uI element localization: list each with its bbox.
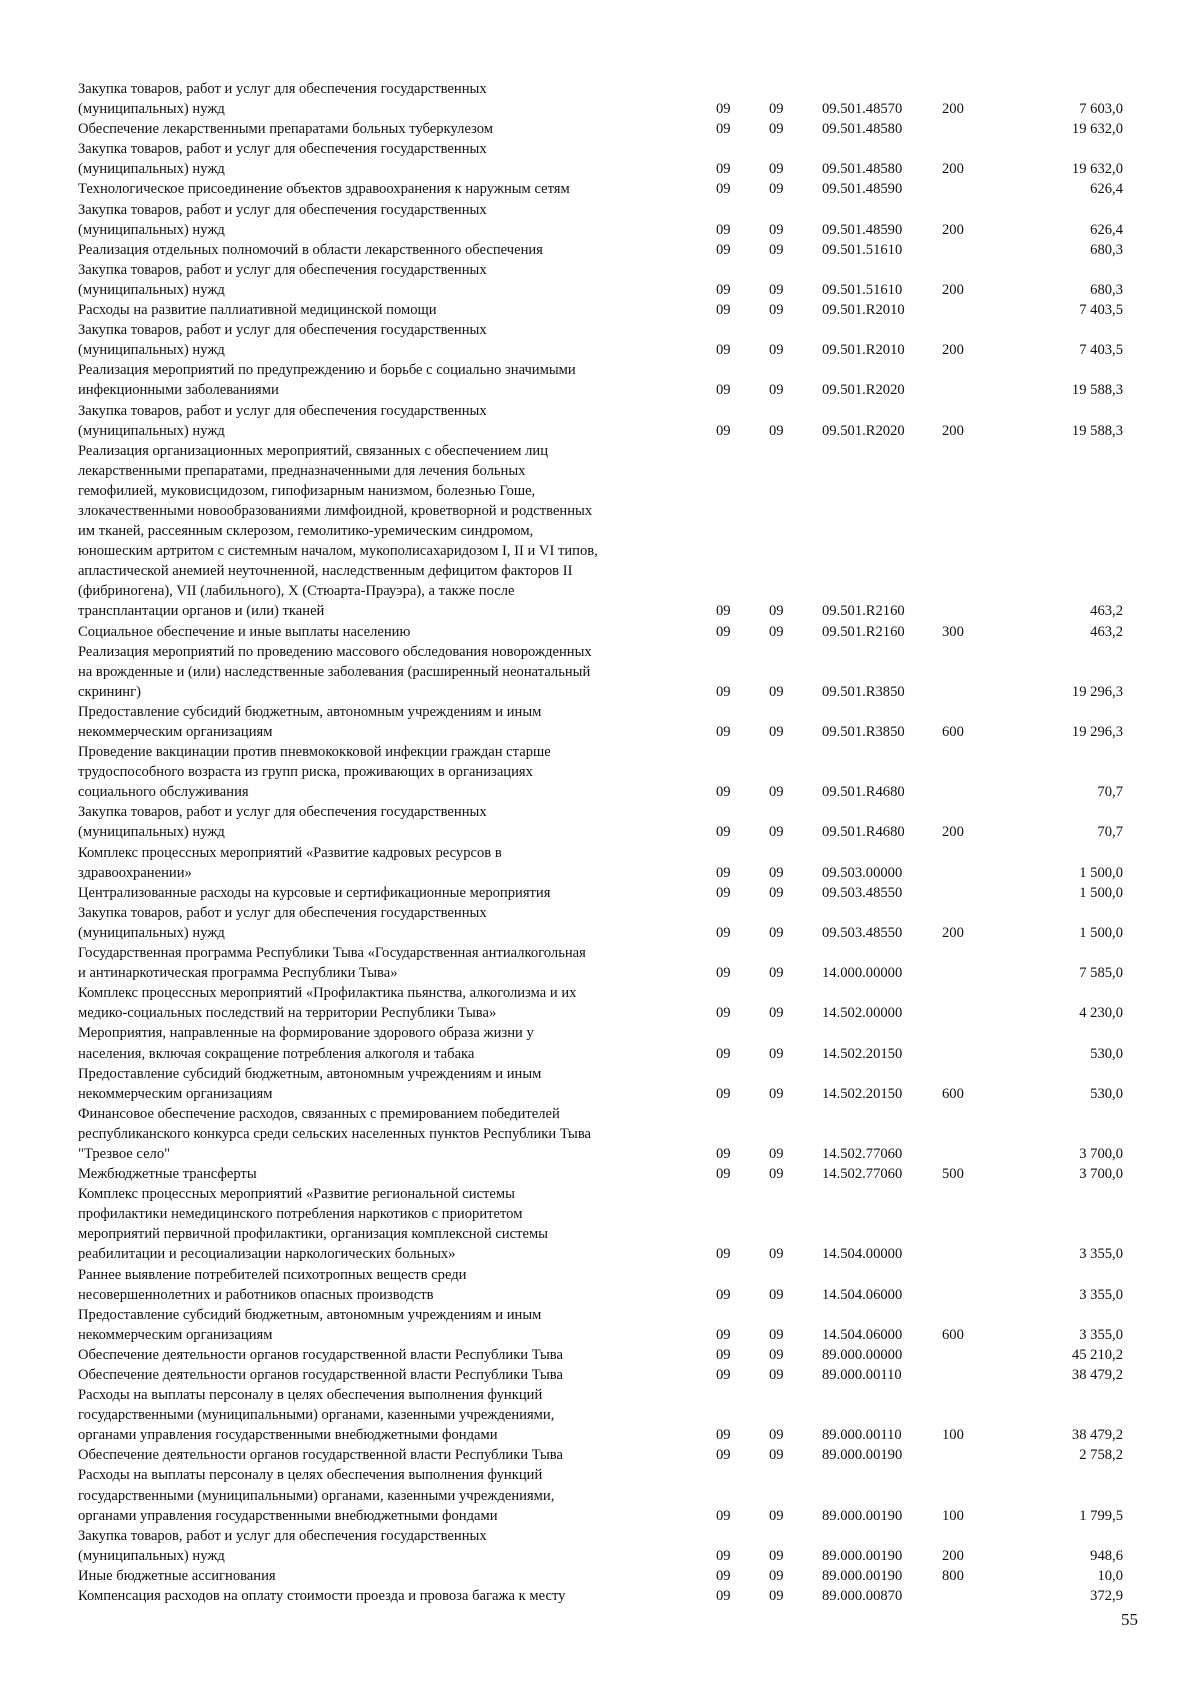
amount-cell: 530,0: [1090, 1085, 1123, 1102]
section-code-cell: 09: [716, 965, 731, 982]
subsection-code-cell: 09: [769, 1326, 784, 1343]
subsection-code-cell: 09: [769, 924, 784, 941]
section-code-cell: 09: [716, 1588, 731, 1605]
expense-type-code-cell: [942, 1345, 1013, 1365]
table-row: [78, 1023, 1123, 1063]
subsection-code-cell: 09: [769, 1507, 784, 1524]
expense-name-cell: Комплекс процессных мероприятий «Профилактика пьянства, алкоголизма и их медико-социальных последствий на территории Республики Тыва»: [78, 985, 577, 1022]
section-code-cell: 09: [716, 382, 731, 399]
amount-cell: 463,2: [1090, 623, 1123, 640]
expense-name-cell: Финансовое обеспечение расходов, связанных с премированием победителей республиканского конкурса среди сельских населенных пунктов Республики Тыва "Трезвое село": [78, 1105, 591, 1162]
expense-name-cell: Раннее выявление потребителей психотропных веществ среди несовершеннолетних и работников опасных производств: [78, 1266, 467, 1303]
target-article-code-cell: 89.000.00190: [822, 1547, 903, 1564]
target-article-code-cell: 89.000.00000: [822, 1346, 903, 1363]
expense-type-code-cell: [942, 441, 1013, 622]
section-code-cell: 09: [716, 161, 731, 178]
target-article-code-cell: 09.503.00000: [822, 864, 903, 881]
subsection-code-cell: 09: [769, 1005, 784, 1022]
amount-cell: 1 500,0: [1079, 864, 1123, 881]
subsection-code-cell: 09: [769, 422, 784, 439]
subsection-code-cell: 09: [769, 884, 784, 901]
amount-cell: 19 632,0: [1071, 161, 1123, 178]
section-code-cell: 09: [716, 181, 731, 198]
table-row: [78, 1365, 1123, 1385]
expense-type-code-cell: [942, 360, 1013, 400]
subsection-code-cell: 09: [769, 281, 784, 298]
table-row: [78, 1526, 1123, 1566]
section-code-cell: 09: [716, 221, 731, 238]
target-article-code-cell: 09.501.R2010: [822, 302, 905, 319]
expense-type-code-cell: [942, 1445, 1013, 1465]
expense-type-code-cell: 100: [942, 1507, 964, 1524]
section-code-cell: 09: [716, 1045, 731, 1062]
expense-name-cell: Закупка товаров, работ и услуг для обеспечения государственных (муниципальных) нужд: [78, 402, 487, 439]
expense-type-code-cell: 800: [942, 1567, 964, 1584]
subsection-code-cell: 09: [769, 1367, 784, 1383]
section-code-cell: 09: [716, 623, 731, 640]
expense-type-code-cell: 200: [942, 342, 964, 359]
section-code-cell: 09: [716, 1567, 731, 1584]
amount-cell: 463,2: [1090, 603, 1123, 620]
expense-name-cell: Государственная программа Республики Тыва «Государственная антиалкогольная и антинаркотическая программа Республики Тыва»: [78, 945, 586, 982]
amount-cell: 3 355,0: [1079, 1326, 1123, 1343]
expense-type-code-cell: [942, 1365, 1013, 1385]
table-row: [78, 1566, 1123, 1586]
table-row: [78, 240, 1123, 260]
amount-cell: 10,0: [1097, 1567, 1123, 1584]
table-row: [78, 441, 1123, 622]
section-code-cell: 09: [716, 302, 731, 319]
section-code-cell: 09: [716, 924, 731, 941]
target-article-code-cell: 09.501.R2160: [822, 603, 905, 620]
expense-name-cell: Закупка товаров, работ и услуг для обеспечения государственных (муниципальных) нужд: [78, 201, 487, 238]
subsection-code-cell: 09: [769, 1045, 784, 1062]
target-article-code-cell: 09.501.48570: [822, 101, 903, 118]
target-article-code-cell: 14.502.20150: [822, 1085, 903, 1102]
table-row: [78, 943, 1123, 983]
subsection-code-cell: 09: [769, 1447, 784, 1464]
section-code-cell: 09: [716, 724, 731, 740]
subsection-code-cell: 09: [769, 603, 784, 620]
table-body: [78, 79, 1123, 1606]
expense-name-cell: Расходы на выплаты персоналу в целях обеспечения выполнения функций государственными (муниципальными) органами, казенными учреждениями, органами управления государственными внебюджетными фондами: [78, 1387, 555, 1444]
amount-cell: 38 479,2: [1071, 1367, 1123, 1383]
section-code-cell: 09: [716, 1427, 731, 1444]
table-row: [78, 1345, 1123, 1365]
subsection-code-cell: 09: [769, 784, 784, 801]
expense-type-code-cell: [942, 943, 1013, 983]
subsection-code-cell: 09: [769, 1166, 784, 1183]
section-code-cell: 09: [716, 1367, 731, 1383]
expense-name-cell: Закупка товаров, работ и услуг для обеспечения государственных (муниципальных) нужд: [78, 81, 487, 118]
section-code-cell: 09: [716, 121, 731, 138]
table-row: [78, 622, 1123, 642]
target-article-code-cell: 89.000.00110: [822, 1427, 902, 1444]
expense-name-cell: Обеспечение деятельности органов государственной власти Республики Тыва: [78, 1367, 563, 1383]
expense-name-cell: Закупка товаров, работ и услуг для обеспечения государственных (муниципальных) нужд: [78, 1527, 487, 1564]
expense-type-code-cell: [942, 179, 1013, 199]
subsection-code-cell: 09: [769, 1427, 784, 1444]
target-article-code-cell: 09.501.48580: [822, 161, 903, 178]
subsection-code-cell: 09: [769, 1567, 784, 1584]
expense-type-code-cell: [942, 983, 1013, 1023]
amount-cell: 19 296,3: [1071, 724, 1123, 740]
amount-cell: 680,3: [1090, 241, 1123, 258]
expense-name-cell: Комплекс процессных мероприятий «Развитие региональной системы профилактики немедицинского потребления наркотиков с приоритетом мероприятий первичной профилактики, организация комплексной системы реабилитации и ресоциализации наркологических больных»: [78, 1186, 548, 1263]
target-article-code-cell: 89.000.00110: [822, 1367, 902, 1383]
expense-name-cell: Проведение вакцинации против пневмококковой инфекции граждан старше трудоспособного возраста из групп риска, проживающих в организациях социального обслуживания: [78, 744, 551, 801]
expense-type-code-cell: [942, 1023, 1013, 1063]
expense-type-code-cell: 600: [942, 724, 964, 740]
amount-cell: 3 355,0: [1079, 1246, 1123, 1263]
subsection-code-cell: 09: [769, 1085, 784, 1102]
target-article-code-cell: 09.501.48580: [822, 121, 903, 138]
expense-name-cell: Технологическое присоединение объектов здравоохранения к наружным сетям: [78, 181, 570, 198]
table-row: [78, 1305, 1123, 1345]
section-code-cell: 09: [716, 281, 731, 298]
section-code-cell: 09: [716, 1246, 731, 1263]
amount-cell: 680,3: [1090, 281, 1123, 298]
expense-name-cell: Централизованные расходы на курсовые и сертификационные мероприятия: [78, 884, 551, 901]
subsection-code-cell: 09: [769, 181, 784, 198]
amount-cell: 19 296,3: [1071, 683, 1123, 700]
expense-name-cell: Компенсация расходов на оплату стоимости проезда и провоза багажа к месту: [78, 1588, 566, 1605]
expense-type-code-cell: 500: [942, 1166, 964, 1183]
expense-name-cell: Расходы на развитие паллиативной медицинской помощи: [78, 302, 437, 319]
subsection-code-cell: 09: [769, 241, 784, 258]
target-article-code-cell: 09.501.48590: [822, 221, 903, 238]
target-article-code-cell: 14.502.77060: [822, 1166, 903, 1183]
amount-cell: 45 210,2: [1071, 1346, 1123, 1363]
expense-name-cell: Иные бюджетные ассигнования: [78, 1567, 276, 1584]
expense-type-code-cell: [942, 742, 1013, 802]
table-row: [78, 1184, 1123, 1264]
expense-type-code-cell: [942, 883, 1013, 903]
expense-name-cell: Расходы на выплаты персоналу в целях обеспечения выполнения функций государственными (муниципальными) органами, казенными учреждениями, органами управления государственными внебюджетными фондами: [78, 1467, 555, 1524]
expense-type-code-cell: 200: [942, 422, 964, 439]
table-row: [78, 119, 1123, 139]
amount-cell: 626,4: [1090, 181, 1123, 198]
expense-type-code-cell: 200: [942, 281, 964, 298]
amount-cell: 2 758,2: [1079, 1447, 1123, 1464]
subsection-code-cell: 09: [769, 1547, 784, 1564]
expense-type-code-cell: [942, 119, 1013, 139]
subsection-code-cell: 09: [769, 724, 784, 740]
expense-type-code-cell: 200: [942, 924, 964, 941]
table-row: [78, 702, 1123, 742]
expense-type-code-cell: [942, 1104, 1013, 1164]
expense-name-cell: Предоставление субсидий бюджетным, автономным учреждениям и иным некоммерческим организациям: [78, 703, 542, 740]
section-code-cell: 09: [716, 1326, 731, 1343]
expense-type-code-cell: [942, 843, 1013, 883]
expense-name-cell: Реализация мероприятий по проведению массового обследования новорожденных на врожденные и (или) наследственные заболевания (расширенный неонатальный скрининг): [78, 643, 592, 700]
target-article-code-cell: 14.504.06000: [822, 1326, 903, 1343]
section-code-cell: 09: [716, 1507, 731, 1524]
expense-type-code-cell: 200: [942, 221, 964, 238]
subsection-code-cell: 09: [769, 221, 784, 238]
target-article-code-cell: 14.502.20150: [822, 1045, 903, 1062]
expense-type-code-cell: [942, 642, 1013, 702]
subsection-code-cell: 09: [769, 965, 784, 982]
target-article-code-cell: 09.501.48590: [822, 181, 903, 198]
target-article-code-cell: 14.502.77060: [822, 1145, 903, 1162]
expense-type-code-cell: 600: [942, 1326, 964, 1343]
expense-type-code-cell: 600: [942, 1085, 964, 1102]
table-row: [78, 1586, 1123, 1606]
target-article-code-cell: 09.501.51610: [822, 241, 903, 258]
table-row: [78, 320, 1123, 360]
expense-name-cell: Обеспечение деятельности органов государственной власти Республики Тыва: [78, 1346, 563, 1363]
amount-cell: 3 355,0: [1079, 1286, 1123, 1303]
section-code-cell: 09: [716, 1346, 731, 1363]
amount-cell: 1 500,0: [1079, 924, 1123, 941]
expense-type-code-cell: 300: [942, 623, 964, 640]
amount-cell: 19 632,0: [1071, 121, 1123, 138]
target-article-code-cell: 89.000.00870: [822, 1588, 903, 1605]
table-row: [78, 1164, 1123, 1184]
table-row: [78, 260, 1123, 300]
section-code-cell: 09: [716, 342, 731, 359]
amount-cell: 948,6: [1090, 1547, 1123, 1564]
target-article-code-cell: 09.503.48550: [822, 884, 903, 901]
table-row: [78, 79, 1123, 119]
expense-type-code-cell: 200: [942, 161, 964, 178]
amount-cell: 19 588,3: [1071, 422, 1123, 439]
table-row: [78, 1104, 1123, 1164]
table-row: [78, 802, 1123, 842]
subsection-code-cell: 09: [769, 161, 784, 178]
subsection-code-cell: 09: [769, 1346, 784, 1363]
section-code-cell: 09: [716, 864, 731, 881]
amount-cell: 3 700,0: [1079, 1166, 1123, 1183]
section-code-cell: 09: [716, 784, 731, 801]
target-article-code-cell: 09.503.48550: [822, 924, 903, 941]
budget-table: [78, 79, 1123, 1606]
section-code-cell: 09: [716, 884, 731, 901]
target-article-code-cell: 89.000.00190: [822, 1567, 903, 1584]
table-row: [78, 1445, 1123, 1465]
subsection-code-cell: 09: [769, 121, 784, 138]
section-code-cell: 09: [716, 101, 731, 118]
expense-name-cell: Закупка товаров, работ и услуг для обеспечения государственных (муниципальных) нужд: [78, 141, 487, 178]
section-code-cell: 09: [716, 824, 731, 841]
amount-cell: 530,0: [1090, 1045, 1123, 1062]
expense-name-cell: Межбюджетные трансферты: [78, 1166, 257, 1183]
expense-type-code-cell: [942, 1184, 1013, 1264]
section-code-cell: 09: [716, 241, 731, 258]
table-row: [78, 903, 1123, 943]
target-article-code-cell: 09.501.51610: [822, 281, 903, 298]
section-code-cell: 09: [716, 1145, 731, 1162]
expense-name-cell: Реализация мероприятий по предупреждению и борьбе с социально значимыми инфекционными заболеваниями: [78, 362, 576, 399]
amount-cell: 19 588,3: [1071, 382, 1123, 399]
expense-type-code-cell: 200: [942, 101, 964, 118]
expense-type-code-cell: [942, 1265, 1013, 1305]
expense-type-code-cell: [942, 1586, 1013, 1606]
expense-type-code-cell: 200: [942, 1547, 964, 1564]
target-article-code-cell: 89.000.00190: [822, 1447, 903, 1464]
table-row: [78, 1385, 1123, 1445]
table-row: [78, 742, 1123, 802]
subsection-code-cell: 09: [769, 1145, 784, 1162]
amount-cell: 7 403,5: [1079, 302, 1123, 319]
target-article-code-cell: 09.501.R4680: [822, 784, 905, 801]
subsection-code-cell: 09: [769, 1286, 784, 1303]
table-row: [78, 642, 1123, 702]
table-row: [78, 401, 1123, 441]
target-article-code-cell: 14.504.06000: [822, 1286, 903, 1303]
subsection-code-cell: 09: [769, 824, 784, 841]
target-article-code-cell: 09.501.R2020: [822, 382, 905, 399]
expense-type-code-cell: 200: [942, 824, 964, 841]
target-article-code-cell: 14.000.00000: [822, 965, 903, 982]
table-row: [78, 360, 1123, 400]
subsection-code-cell: 09: [769, 101, 784, 118]
amount-cell: 38 479,2: [1071, 1427, 1123, 1444]
target-article-code-cell: 09.501.R3850: [822, 683, 905, 700]
section-code-cell: 09: [716, 683, 731, 700]
expense-name-cell: Обеспечение лекарственными препаратами больных туберкулезом: [78, 121, 493, 138]
amount-cell: 626,4: [1090, 221, 1123, 238]
section-code-cell: 09: [716, 1286, 731, 1303]
section-code-cell: 09: [716, 1005, 731, 1022]
expense-type-code-cell: [942, 300, 1013, 320]
expense-name-cell: Закупка товаров, работ и услуг для обеспечения государственных (муниципальных) нужд: [78, 804, 487, 841]
section-code-cell: 09: [716, 1447, 731, 1464]
table-row: [78, 843, 1123, 883]
expense-name-cell: Мероприятия, направленные на формирование здорового образа жизни у населения, включая сокращение потребления алкоголя и табака: [78, 1025, 534, 1062]
subsection-code-cell: 09: [769, 1246, 784, 1263]
amount-cell: 372,9: [1090, 1588, 1123, 1605]
section-code-cell: 09: [716, 1547, 731, 1564]
expense-name-cell: Предоставление субсидий бюджетным, автономным учреждениям и иным некоммерческим организациям: [78, 1306, 542, 1343]
table-row: [78, 139, 1123, 179]
expense-name-cell: Закупка товаров, работ и услуг для обеспечения государственных (муниципальных) нужд: [78, 261, 487, 298]
target-article-code-cell: 09.501.R3850: [822, 724, 905, 740]
subsection-code-cell: 09: [769, 623, 784, 640]
subsection-code-cell: 09: [769, 1588, 784, 1605]
subsection-code-cell: 09: [769, 342, 784, 359]
amount-cell: 7 403,5: [1079, 342, 1123, 359]
expense-name-cell: Закупка товаров, работ и услуг для обеспечения государственных (муниципальных) нужд: [78, 322, 487, 359]
target-article-code-cell: 14.502.00000: [822, 1005, 903, 1022]
subsection-code-cell: 09: [769, 382, 784, 399]
amount-cell: 70,7: [1097, 784, 1123, 801]
table-row: [78, 300, 1123, 320]
target-article-code-cell: 89.000.00190: [822, 1507, 903, 1524]
table-row: [78, 983, 1123, 1023]
page-number: 55: [1121, 1610, 1138, 1629]
amount-cell: 7 585,0: [1079, 965, 1123, 982]
section-code-cell: 09: [716, 603, 731, 620]
target-article-code-cell: 14.504.00000: [822, 1246, 903, 1263]
expense-type-code-cell: [942, 240, 1013, 260]
section-code-cell: 09: [716, 1166, 731, 1183]
section-code-cell: 09: [716, 422, 731, 439]
expense-name-cell: Реализация отдельных полномочий в области лекарственного обеспечения: [78, 241, 543, 258]
target-article-code-cell: 09.501.R4680: [822, 824, 905, 841]
target-article-code-cell: 09.501.R2010: [822, 342, 905, 359]
section-code-cell: 09: [716, 1085, 731, 1102]
expense-name-cell: Комплекс процессных мероприятий «Развитие кадровых ресурсов в здравоохранении»: [78, 844, 502, 881]
table-row: [78, 1465, 1123, 1525]
expense-name-cell: Обеспечение деятельности органов государственной власти Республики Тыва: [78, 1447, 563, 1464]
expense-name-cell: Закупка товаров, работ и услуг для обеспечения государственных (муниципальных) нужд: [78, 904, 487, 941]
target-article-code-cell: 09.501.R2020: [822, 422, 905, 439]
expense-name-cell: Предоставление субсидий бюджетным, автономным учреждениям и иным некоммерческим организациям: [78, 1065, 542, 1102]
amount-cell: 3 700,0: [1079, 1145, 1123, 1162]
target-article-code-cell: 09.501.R2160: [822, 623, 905, 640]
amount-cell: 7 603,0: [1079, 101, 1123, 118]
table-row: [78, 1064, 1123, 1104]
subsection-code-cell: 09: [769, 302, 784, 319]
table-row: [78, 200, 1123, 240]
expense-name-cell: Социальное обеспечение и иные выплаты населению: [78, 623, 411, 640]
subsection-code-cell: 09: [769, 683, 784, 700]
amount-cell: 1 500,0: [1079, 884, 1123, 901]
table-row: [78, 1265, 1123, 1305]
table-row: [78, 883, 1123, 903]
table-row: [78, 179, 1123, 199]
amount-cell: 1 799,5: [1079, 1507, 1123, 1524]
amount-cell: 70,7: [1097, 824, 1123, 841]
subsection-code-cell: 09: [769, 864, 784, 881]
expense-name-cell: Реализация организационных мероприятий, связанных с обеспечением лиц лекарственными препаратами, предназначенными для лечения больных гемофилией, муковисцидозом, гипофизарным нанизмом, болезнью Гоше, злокачественными новообразованиями лимфоидной, кроветворной и родственных им тканей, рассеянным склерозом, гемолитико-уремическим синдромом, юношеским артритом с системным началом, мукополисахаридозом I, II и VI типов, апластической анемией неуточненной, наследственным дефицитом факторов II (фибриногена), VII (лабильного), X (Стюарта-Прауэра), а также после трансплантации органов и (или) тканей: [78, 442, 598, 620]
amount-cell: 4 230,0: [1079, 1005, 1123, 1022]
expense-type-code-cell: 100: [942, 1427, 964, 1444]
